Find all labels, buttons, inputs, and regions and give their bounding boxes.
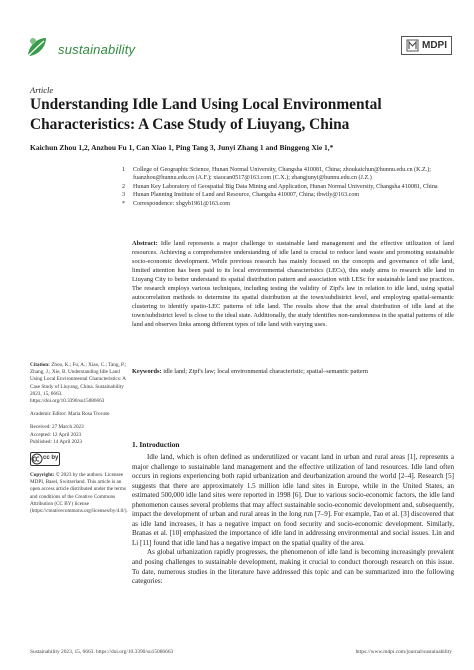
publisher-logo[interactable]: [401, 36, 452, 55]
affiliation-text: Hunan Key Laboratory of Geospatial Big Data Mining and Application, Hunan Normal University, Changsha 410081, China: [133, 183, 438, 190]
affiliation-item: [122, 183, 452, 191]
cc-by-license-badge[interactable]: [30, 452, 60, 466]
journal-name[interactable]: sustainability: [58, 42, 136, 57]
editor-label: Academic Editor:: [30, 411, 67, 418]
editor-name: Maria Rosa Trovato: [68, 411, 110, 418]
citation-block: [30, 362, 128, 405]
paper-title: Understanding Idle Land Using Local Environmental Characteristics: A Case Study of Liuyang, China: [30, 96, 382, 133]
affiliation-number: 2: [122, 183, 126, 190]
affiliations: [122, 166, 452, 208]
keywords-label: Keywords:: [132, 368, 162, 375]
article-metadata: [30, 362, 128, 521]
abstract-text: Idle land represents a major challenge to sustainable land management and the effective utilization of land resources. Achieving a comprehensive understanding of idle land is crucial to reduce land waste and promoting sustainable socio-economic development. While previous research has mainly focused on the concepts and governance of idle land, limited attention has been paid to its local environmental characteristics (LECs), this study aims to research idle land in Liuyang City to better understand its spatial distribution pattern and association with LESc for sustainable land use practices. The research employs various techniques, including testing the validity of Zipf's law in relation to idle land, using spatial autocorrelation methods to determine its spatial distribution at the town/subdistrict level, and employing spatial-semantic clustering to identify spatio-LEC patterns of idle land. The results show that the areal distribution of idle land at the town/subdistrict level is close to the ideal state. Additionally, the study identifies non-randomness in the spatial patterns of idle land and observes links among different types of idle land with varying uses.: [132, 240, 454, 329]
body-paragraph: Idle land, which is often defined as underutilized or vacant land in urban and rural areas [1], represents a major challenge to sustainable land management and the effective utilization of land resources. Idle land often occurs in regions experiencing both rapid urbanization and deurbanization around the world [2–4]. Research [5] suggests that there are approximately 1.5 million idle land sites in Europe, while in the United States, an estimated 500,000 idle land sites were reported in 1998 [6]. Due to various socio-economic factors, the idle land phenomenon causes several problems that may affect sustainable socio-economic development and, subsequently, impact the development of urban and rural areas in the long run [7–9]. For example, Tao et al. [3] discovered that as idle land increases, it has a negative impact on food security and socio-economic development. Similarly, Branas et al. [10] emphasized the importance of idle land in addressing environmental and social issues. Lin and Li [11] found that idle land has a negative impact on the spatial quality of the area.: [132, 453, 454, 547]
mdpi-icon: [406, 39, 419, 52]
dates-block: [30, 424, 128, 446]
correspondence-text[interactable]: Correspondence: xbgyb1961@163.com: [133, 200, 231, 207]
journal-logo-icon: [24, 34, 50, 60]
abstract-label: Abstract:: [132, 240, 158, 247]
affiliation-number: 1: [122, 167, 126, 173]
affiliation-text: Hunan Planning Institute of Land and Resource, Changsha 410007, China; tbwily@163.com: [133, 192, 360, 199]
author-list: Kaichun Zhou 1,2, Anzhou Fu 1, Can Xiao 1, Ping Tang 3, Junyi Zhang 1 and Binggeng Xie 1,*: [30, 143, 334, 152]
copyright-text: © 2023 by the authors. Licensee MDPI, Basel, Switzerland. This article is an open access article distributed under the terms and conditions of the Creative Commons Attribution (CC BY) license (https://creativecommons.org/licenses/by/4.0/).: [30, 472, 128, 515]
affiliation-item: [122, 166, 452, 183]
citation-label: Citation:: [30, 362, 50, 368]
copyright-block: [30, 472, 128, 515]
introduction-body: [132, 453, 454, 587]
copyright-label: Copyright:: [30, 472, 55, 479]
citation-text[interactable]: Zhou, K.; Fu, A.; Xiao, C.; Tang, P.; Zhang, J.; Xie, B. Understanding Idle Land Using Local Environmental Characteristics: A Case Study of Liuyang, China. Sustainability 2023, 15, 6663. https://doi.org/10.3390/su15086663: [30, 362, 127, 405]
affiliation-text: College of Geographic Science, Hunan Normal University, Changsha 410081, China; zhoukaichun@hunnu.edu.cn (K.Z.); fuanzhou@hunnu.edu.cn (A.F.); xiaocan0517@163.com (C.X.); zhangjunyi@hunnu.edu.cn (J.Z.): [133, 167, 431, 182]
footer-journal-url[interactable]: https://www.mdpi.com/journal/sustainability: [355, 649, 452, 655]
abstract: [132, 239, 454, 329]
keywords: [132, 367, 454, 376]
footer-citation[interactable]: Sustainability 2023, 15, 6663. https://doi.org/10.3390/su15086663: [30, 649, 174, 655]
creative-commons-icon: [31, 453, 43, 465]
accepted-date: Accepted: 12 April 2023: [30, 431, 82, 438]
publisher-name: MDPI: [422, 40, 447, 51]
affiliation-number: *: [122, 200, 126, 207]
published-date: Published: 14 April 2023: [30, 438, 83, 445]
keywords-text: idle land; Zipf's law; local environmental characteristic; spatial–semantic pattern: [163, 368, 368, 375]
body-paragraph: As global urbanization rapidly progresses, the phenomenon of idle land is becoming increasingly prevalent and posing challenges to sustainable development, making it crucial to conduct thorough research on this issue. To date, numerous studies in the literature have addressed this topic and can be summarized into the following categories:: [132, 548, 454, 586]
received-date: Received: 27 March 2023: [30, 424, 84, 431]
cc-badge-text: cc by: [43, 455, 59, 462]
article-type: Article: [30, 85, 54, 95]
affiliation-item: [122, 200, 452, 208]
affiliation-number: 3: [122, 192, 126, 199]
section-heading: 1. Introduction: [132, 440, 180, 449]
affiliation-item: [122, 191, 452, 199]
academic-editor: [30, 411, 128, 418]
